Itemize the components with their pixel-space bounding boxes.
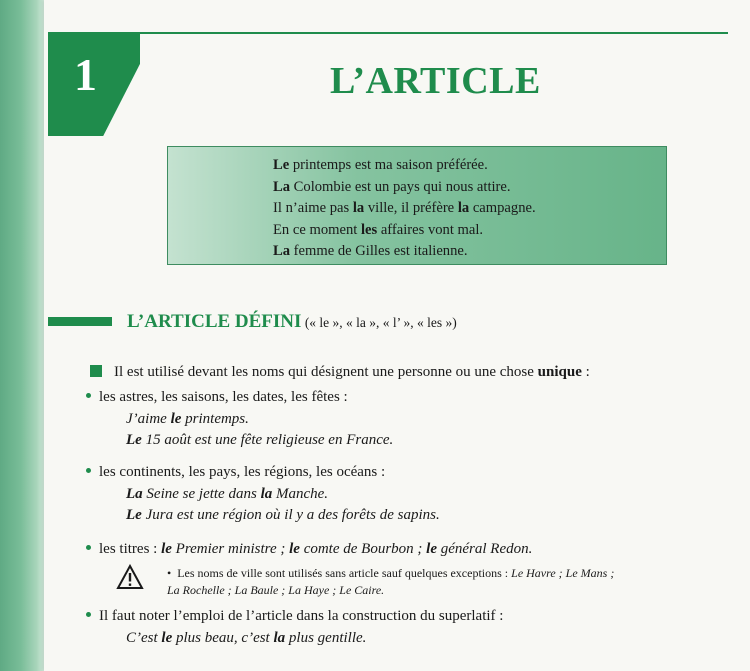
rule-statement: Il est utilisé devant les noms qui désignent une personne ou une chose unique :	[90, 364, 590, 381]
bullet-item: les astres, les saisons, les dates, les fêtes :	[86, 389, 348, 406]
bullet-dot-icon	[86, 612, 91, 617]
example-line: En ce moment les affaires vont mal.	[273, 221, 484, 238]
warning-note: • Les noms de ville sont utilisés sans article sauf quelques exceptions : Le Havre ; Le Mans ; La Rochelle ; La Baule ; La Haye ; Le Caire.	[167, 566, 615, 597]
example-list	[273, 155, 536, 263]
example-line: La femme de Gilles est italienne.	[273, 243, 468, 259]
warning-icon	[116, 564, 144, 590]
header-rule	[48, 32, 728, 34]
example-line: Il n’aime pas la ville, il préfère la campagne.	[273, 200, 536, 216]
example-sentence: La Seine se jette dans la Manche.	[126, 486, 329, 502]
rule-keyword: unique	[537, 364, 582, 380]
square-bullet-icon	[90, 365, 102, 377]
bullet-dot-icon	[86, 468, 91, 473]
example-line: Le printemps est ma saison préférée.	[273, 157, 488, 173]
bullet-dot-icon	[86, 393, 91, 398]
chapter-number: 1	[74, 49, 97, 100]
example-box	[167, 146, 667, 265]
example-sentence: Le Jura est une région où il y a des forêts de sapins.	[126, 507, 440, 523]
example-sentence: Le 15 août est une fête religieuse en France.	[126, 432, 394, 448]
section-marker-bar	[48, 317, 112, 326]
section-heading	[127, 312, 457, 331]
left-page-edge	[0, 0, 46, 671]
example-sentence: C’est le plus beau, c’est la plus gentille.	[126, 630, 367, 646]
section-note: (« le », « la », « l’ », « les »)	[301, 315, 457, 330]
page-title: L’ARTICLE	[330, 60, 541, 102]
bullet-item: les continents, les pays, les régions, les océans :	[86, 464, 385, 481]
section-title: L’ARTICLE DÉFINI	[127, 311, 302, 332]
bullet-item: Il faut noter l’emploi de l’article dans la construction du superlatif :	[86, 608, 503, 625]
bullet-item: les titres : le Premier ministre ; le comte de Bourbon ; le général Redon.	[86, 541, 532, 558]
example-line: La Colombie est un pays qui nous attire.	[273, 178, 511, 195]
bullet-dot-icon	[86, 545, 91, 550]
example-sentence: J’aime le printemps.	[126, 411, 249, 427]
